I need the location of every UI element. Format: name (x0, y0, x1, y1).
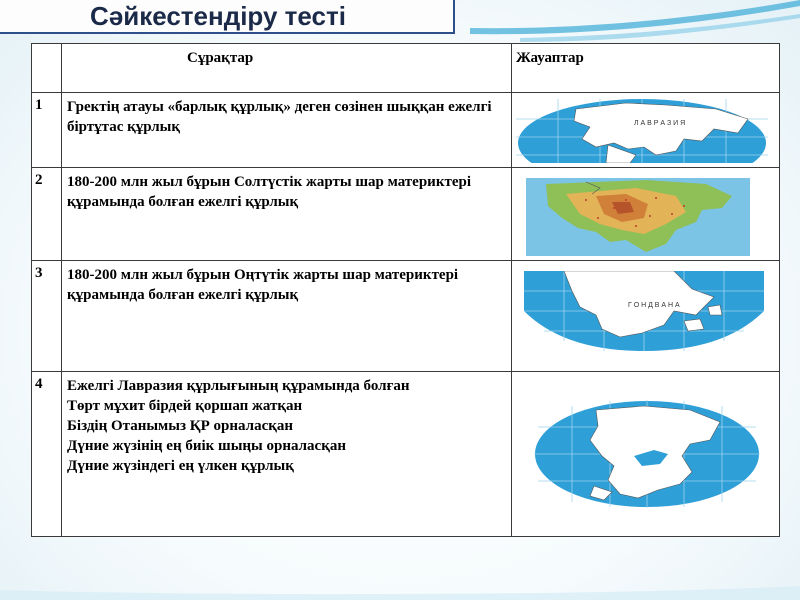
pangaea-map-icon (534, 400, 760, 508)
table-row (32, 93, 780, 168)
question-text: 180-200 млн жыл бұрын Солтүстік жарты шар материктері құрамында болған ежелгі құрлық (62, 168, 512, 261)
matching-table (31, 43, 780, 537)
title-box (0, 0, 455, 34)
table-row (32, 168, 780, 261)
header-answers: Жауаптар (512, 44, 780, 93)
table-row (32, 261, 780, 372)
row-number: 4 (32, 372, 62, 537)
gondwana-label: Г О Н Д В А Н А (628, 302, 680, 309)
question-text: 180-200 млн жыл бұрын Оңтүтік жарты шар материктері құрамында болған ежелгі құрлық (62, 261, 512, 372)
row-number: 3 (32, 261, 62, 372)
question-text: Ежелгі Лавразия құрлығының құрамында болған Төрт мұхит бірдей қоршап жатқан Біздің Отанымыз ҚР орналасқан Дүние жүзінің ең биік шыңы орналасқан Дүние жүзіндегі ең үлкен құрлық (62, 372, 512, 537)
laurasia-label: Л А В Р А З И Я (634, 120, 686, 127)
row-number: 2 (32, 168, 62, 261)
answer-cell (512, 93, 780, 168)
table-row (32, 372, 780, 537)
answer-cell (512, 372, 780, 537)
header-questions: Сұрақтар (62, 44, 512, 93)
globe-map-icon (516, 99, 768, 163)
answer-cell (512, 261, 780, 372)
header-row (32, 44, 780, 93)
page-title: Сәйкестендіру тесті (90, 1, 346, 31)
header-num-cell (32, 44, 62, 93)
row-number: 1 (32, 93, 62, 168)
gondwana-map-icon (524, 271, 764, 351)
north-america-map-icon (526, 178, 750, 256)
answer-cell (512, 168, 780, 261)
question-text: Гректің атауы «барлық құрлық» деген сөзінен шыққан ежелгі біртұтас құрлық (62, 93, 512, 168)
